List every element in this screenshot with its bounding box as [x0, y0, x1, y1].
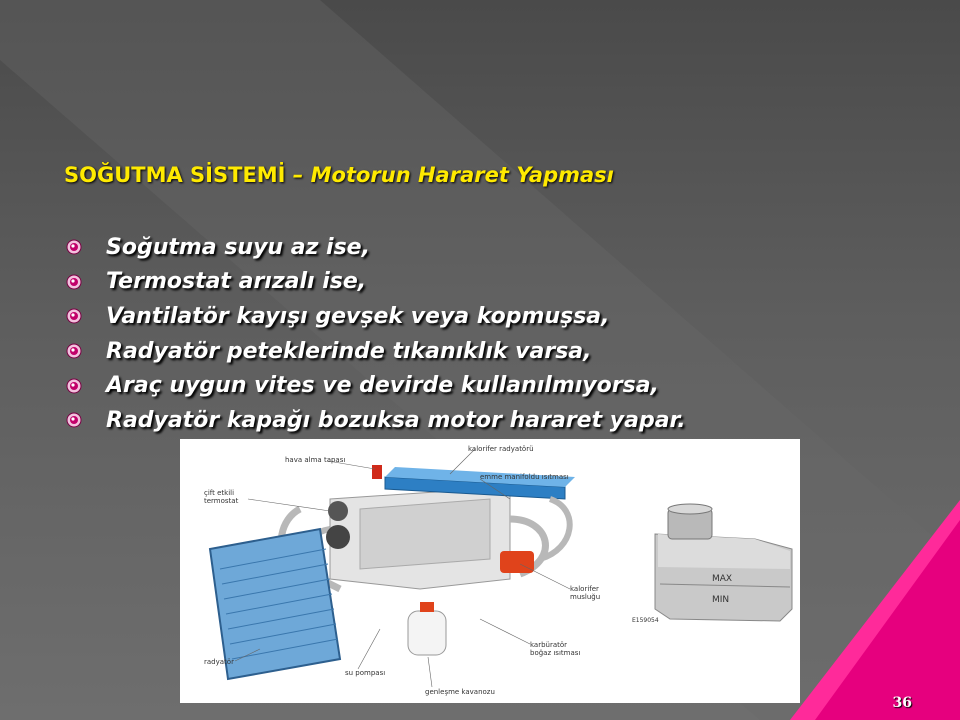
label-cift-etkili: çift etkili: [204, 489, 235, 497]
bullet-item: [66, 230, 686, 265]
bullet-text: Soğutma suyu az ise,: [106, 234, 370, 260]
bullet-text: Vantilatör kayışı gevşek veya kopmuşsa,: [106, 303, 610, 329]
label-termostat: termostat: [204, 497, 239, 505]
label-kalorifer-radyatoru: kalorifer radyatörü: [468, 445, 534, 453]
label-genlesme: genleşme kavanozu: [425, 688, 495, 696]
tank-min-label: MIN: [712, 595, 730, 605]
label-hava-alma: hava alma tapası: [285, 456, 346, 464]
bullet-icon: [66, 378, 82, 394]
bullet-text: Termostat arızalı ise,: [106, 269, 367, 295]
bullet-item: [66, 334, 686, 369]
bullet-item: [66, 265, 686, 300]
bullet-text: Araç uygun vites ve devirde kullanılmıyorsa,: [106, 373, 659, 399]
bullet-item: [66, 403, 686, 438]
bullet-icon: [66, 274, 82, 290]
bullet-item: [66, 299, 686, 334]
bullet-icon: [66, 343, 82, 359]
label-radyator: radyatör: [204, 658, 234, 666]
title-subtitle: – Motorun Hararet Yapması: [285, 163, 614, 187]
label-code: E159054: [632, 617, 659, 624]
title-main: SOĞUTMA SİSTEMİ: [64, 163, 286, 187]
label-karburator-1: karbüratör: [530, 641, 568, 649]
bullet-item: [66, 368, 686, 403]
cooling-system-illustration: [180, 439, 800, 703]
slide-title: [64, 163, 614, 187]
bullet-text: Radyatör peteklerinde tıkanıklık varsa,: [106, 338, 592, 364]
tank-max-label: MAX: [712, 574, 733, 584]
page-number: 36: [892, 695, 912, 711]
label-su-pompasi: su pompası: [345, 669, 386, 677]
bullet-icon: [66, 239, 82, 255]
bullet-list: [66, 230, 686, 438]
bullet-text: Radyatör kapağı bozuksa motor hararet yapar.: [106, 407, 686, 433]
bullet-icon: [66, 412, 82, 428]
label-emme: emme manifoldu ısıtması: [480, 473, 569, 481]
label-kalorifer-2: musluğu: [570, 593, 601, 601]
bullet-icon: [66, 308, 82, 324]
label-karburator-2: boğaz ısıtması: [530, 649, 581, 657]
label-kalorifer-1: kalorifer: [570, 585, 599, 593]
